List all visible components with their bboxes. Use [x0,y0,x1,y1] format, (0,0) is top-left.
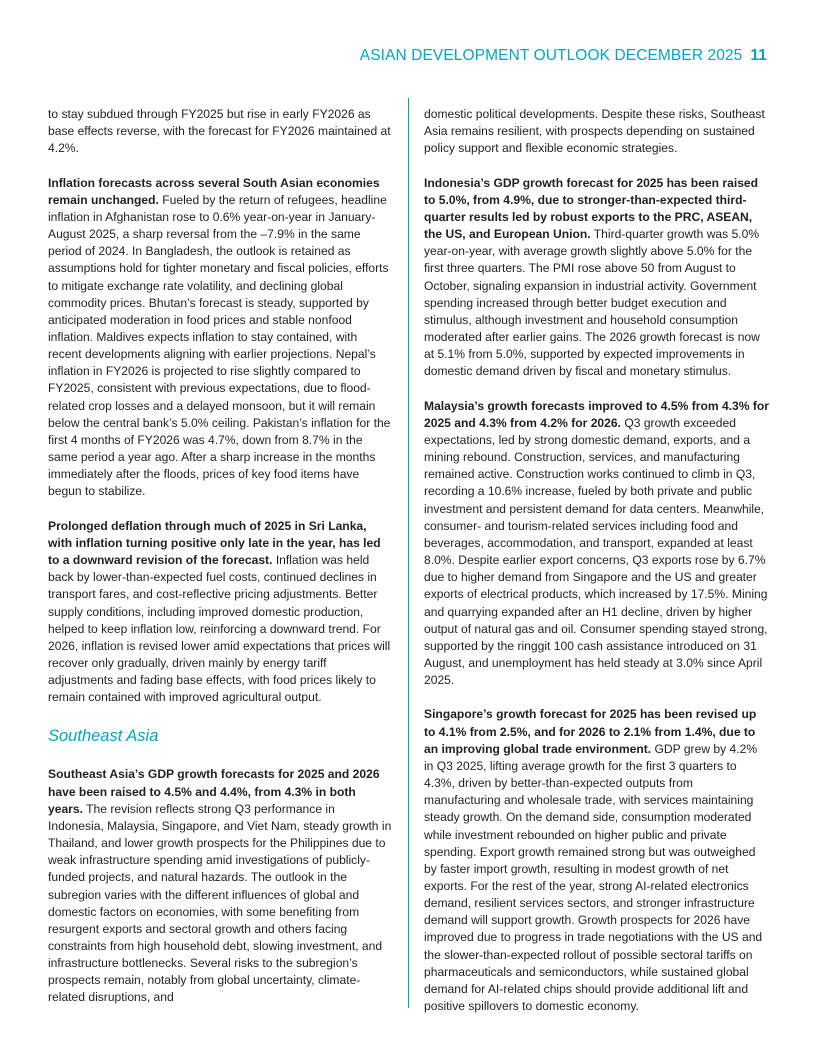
left-column [48,106,393,1007]
paragraph [424,106,769,157]
paragraph-lead: Malaysia’s growth forecasts improved to 4.5% from 4.3% for 2025 and 4.3% from 4.2% for 2026. [424,398,769,430]
paragraph [424,175,769,381]
paragraph-text: to stay subdued through FY2025 but rise in early FY2026 as base effects reverse, with the forecast for FY2026 maintained at 4.2%. [48,107,391,156]
paragraph-lead: Prolonged deflation through much of 2025 in Sri Lanka, with inflation turning positive only late in the year, has led to a downward revision of the forecast. [48,518,381,568]
paragraph-lead: Southeast Asia’s GDP growth forecasts for 2025 and 2026 have been raised to 4.5% and 4.4%, from 4.3% in both years. [48,767,380,816]
paragraph [424,398,769,690]
paragraph-lead: Indonesia’s GDP growth forecast for 2025 has been raised to 5.0%, from 4.9%, due to stronger-than-expected third-quarter results led by robust exports to the PRC, ASEAN, the US, and European Union. [424,175,759,242]
paragraph-text: GDP grew by 4.2% in Q3 2025, lifting average growth for the first 3 quarters to 4.3%, driven by better-than-expected outputs from manufacturing and wholesale trade, with services maintaining steady growth. On the demand side, consumption moderated while investment rebounded on higher public and private spending. Export growth remained strong but was outweighed by faster import growth, resulting in modest growth of net exports. For the rest of the year, strong AI-related electronics demand, resilient services sectors, and stronger infrastructure demand will support growth. Growth prospects for 2026 have improved due to progress in trade negotiations with the US and the slower-than-expected rollout of possible sectoral tariffs on pharmaceuticals and semiconductors, while sustained global demand for AI-related chips should provide additional lift and positive spillovers to domestic economy. [424,741,763,1014]
paragraph-text: The revision reflects strong Q3 performance in Indonesia, Malaysia, Singapore, and Viet Nam, steady growth in Thailand, and lower growth prospects for the Philippines due to weak infrastructure spending amid investigations of publicly-funded projects, and natural hazards. The outlook in the subregion varies with the different influences of global and domestic factors on economies, with some benefiting from resurgent exports and sectoral growth and others facing constraints from high household debt, slowing investment, and infrastructure bottlenecks. Several risks to the subregion’s prospects remain, notably from global uncertainty, climate-related disruptions, and [48,801,392,1005]
running-header [360,47,767,65]
paragraph-lead: Inflation forecasts across several South Asian economies remain unchanged. [48,175,380,207]
paragraph-text: Inflation was held back by lower-than-expected fuel costs, continued declines in transport fares, and cost-reflective pricing adjustments. Better supply conditions, including improved domestic production, helped to keep inflation low, reinforcing a downward trend. For 2026, inflation is revised lower amid expectations that prices will recover only gradually, driven mainly by energy tariff adjustments and fading base effects, with food prices likely to remain contained with improved agricultural output. [48,553,391,705]
paragraph [48,106,393,157]
paragraph-text: domestic political developments. Despite these risks, Southeast Asia remains resilient, with prospects depending on sustained policy support and flexible economic strategies. [424,107,765,156]
column-divider [408,98,409,1008]
paragraph [48,518,393,707]
page-number: 11 [750,47,767,64]
section-heading: Southeast Asia [48,727,159,746]
right-column [424,106,769,1015]
paragraph [424,706,769,1015]
paragraph [48,766,393,1006]
paragraph-text: Fueled by the return of refugees, headline inflation in Afghanistan rose to 0.6% year-on-year in January-August 2025, a sharp reversal from the –7.9% in the same period of 2024. In Bangladesh, the outlook is retained as assumptions hold for tighter monetary and fiscal policies, efforts to mitigate exchange rate volatility, and declining global commodity prices. Bhutan’s forecast is steady, supported by anticipated moderation in food prices and stable nonfood inflation. Maldives expects inflation to stay contained, with recent developments aligning with earlier projections. Nepal’s inflation in FY2026 is projected to rise slightly compared to FY2025, consistent with previous expectations, due to flood-related crop losses and a delayed monsoon, but it will remain below the central bank’s 5.0% ceiling. Pakistan’s inflation for the first 4 months of FY2026 was 4.7%, down from 8.7% in the same period a year ago. After a sharp increase in the months immediately after the floods, prices of key food items have begun to stabilize. [48,192,391,499]
paragraph-lead: Singapore’s growth forecast for 2025 has been revised up to 4.1% from 2.5%, and for 2026 to 2.1% from 1.4%, due to an improving global trade environment. [424,707,757,756]
paragraph-text: Q3 growth exceeded expectations, led by strong domestic demand, exports, and a mining rebound. Construction, services, and manufacturing remained active. Construction works continued to climb in Q3, recording a 10.6% increase, fueled by both private and public investment and persistent demand for data centers. Meanwhile, consumer- and tourism-related services including food and beverages, accommodation, and transport, expanded at least 8.0%. Despite earlier export concerns, Q3 exports rose by 6.7% due to higher demand from Singapore and the US and greater exports of electrical products, which increased by 17.5%. Mining and quarrying expanded after an H1 decline, driven by higher output of natural gas and oil. Consumer spending stayed strong, supported by the ringgit 100 cash assistance introduced on 31 August, and unemployment has held steady at 3.0% since April 2025. [424,415,768,688]
paragraph-text: Third-quarter growth was 5.0% year-on-year, with average growth slightly above 5.0% for the first three quarters. The PMI rose above 50 from August to October, signaling expansion in industrial activity. Government spending increased through better budget execution and stimulus, although investment and household consumption moderated after earlier gains. The 2026 growth forecast is now at 5.1% from 5.0%, supported by expected improvements in domestic demand driven by fiscal and monetary stimulus. [424,227,760,379]
header-title: ASIAN DEVELOPMENT OUTLOOK DECEMBER 2025 [359,47,743,64]
paragraph [48,175,393,501]
